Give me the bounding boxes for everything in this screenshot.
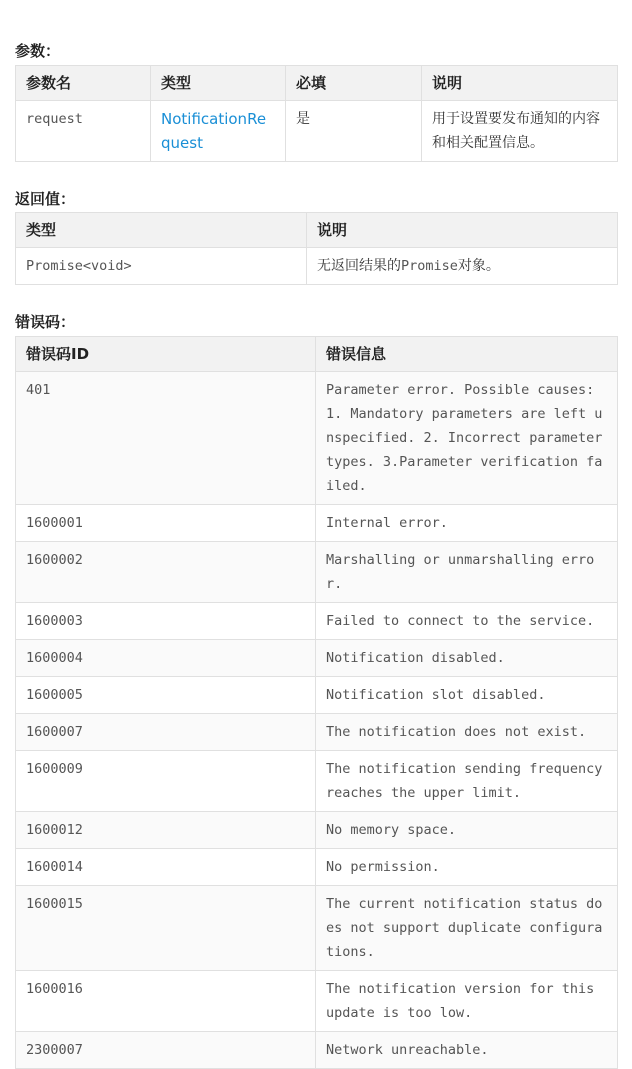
error-id: 401 <box>16 372 316 505</box>
params-header-type: 类型 <box>151 66 286 101</box>
error-msg: The current notification status does not support duplicate configurations. <box>316 886 618 971</box>
error-id: 1600012 <box>16 812 316 849</box>
error-id: 1600014 <box>16 849 316 886</box>
api-doc-section <box>15 0 617 1069</box>
error-row <box>16 505 618 542</box>
error-msg: No memory space. <box>316 812 618 849</box>
error-id: 2300007 <box>16 1032 316 1069</box>
error-row <box>16 677 618 714</box>
return-type: Promise<void> <box>16 248 307 285</box>
return-desc-code: Promise <box>401 258 458 274</box>
error-id: 1600005 <box>16 677 316 714</box>
error-msg: Internal error. <box>316 505 618 542</box>
error-id: 1600001 <box>16 505 316 542</box>
error-row <box>16 603 618 640</box>
error-msg: Network unreachable. <box>316 1032 618 1069</box>
params-title: 参数： <box>15 42 61 60</box>
error-msg: The notification sending frequency reaches the upper limit. <box>316 751 618 812</box>
error-msg: Parameter error. Possible causes: 1. Mandatory parameters are left unspecified. 2. Incorrect parameter types. 3.Parameter verification failed. <box>316 372 618 505</box>
return-desc <box>307 248 618 285</box>
error-row <box>16 751 618 812</box>
error-msg: Notification disabled. <box>316 640 618 677</box>
param-type-link[interactable]: NotificationRequest <box>151 101 286 162</box>
params-header-desc: 说明 <box>422 66 618 101</box>
returns-header-row <box>16 213 618 248</box>
error-id: 1600004 <box>16 640 316 677</box>
error-row <box>16 372 618 505</box>
errors-header-msg: 错误信息 <box>316 337 618 372</box>
error-row <box>16 714 618 751</box>
param-desc: 用于设置要发布通知的内容和相关配置信息。 <box>422 101 618 162</box>
error-row <box>16 542 618 603</box>
error-row <box>16 1032 618 1069</box>
errors-header-id: 错误码ID <box>16 337 316 372</box>
error-row <box>16 849 618 886</box>
params-header-row <box>16 66 618 101</box>
returns-table <box>15 212 618 285</box>
error-id: 1600015 <box>16 886 316 971</box>
error-id: 1600007 <box>16 714 316 751</box>
return-desc-prefix: 无返回结果的 <box>317 258 401 274</box>
returns-title: 返回值： <box>15 190 76 208</box>
params-table <box>15 65 618 162</box>
param-required: 是 <box>286 101 422 162</box>
error-row <box>16 886 618 971</box>
error-msg: Notification slot disabled. <box>316 677 618 714</box>
error-row <box>16 640 618 677</box>
error-id: 1600016 <box>16 971 316 1032</box>
params-row <box>16 101 618 162</box>
error-row <box>16 971 618 1032</box>
error-id: 1600009 <box>16 751 316 812</box>
error-msg: Failed to connect to the service. <box>316 603 618 640</box>
params-header-required: 必填 <box>286 66 422 101</box>
returns-header-desc: 说明 <box>307 213 618 248</box>
error-msg: The notification version for this update is too low. <box>316 971 618 1032</box>
param-name: request <box>16 101 151 162</box>
error-id: 1600003 <box>16 603 316 640</box>
returns-row <box>16 248 618 285</box>
errors-title: 错误码： <box>15 313 76 331</box>
errors-table <box>15 336 618 1069</box>
errors-header-row <box>16 337 618 372</box>
error-msg: The notification does not exist. <box>316 714 618 751</box>
error-msg: Marshalling or unmarshalling error. <box>316 542 618 603</box>
error-msg: No permission. <box>316 849 618 886</box>
error-row <box>16 812 618 849</box>
returns-header-type: 类型 <box>16 213 307 248</box>
error-id: 1600002 <box>16 542 316 603</box>
return-desc-suffix: 对象。 <box>457 258 500 274</box>
params-header-name: 参数名 <box>16 66 151 101</box>
